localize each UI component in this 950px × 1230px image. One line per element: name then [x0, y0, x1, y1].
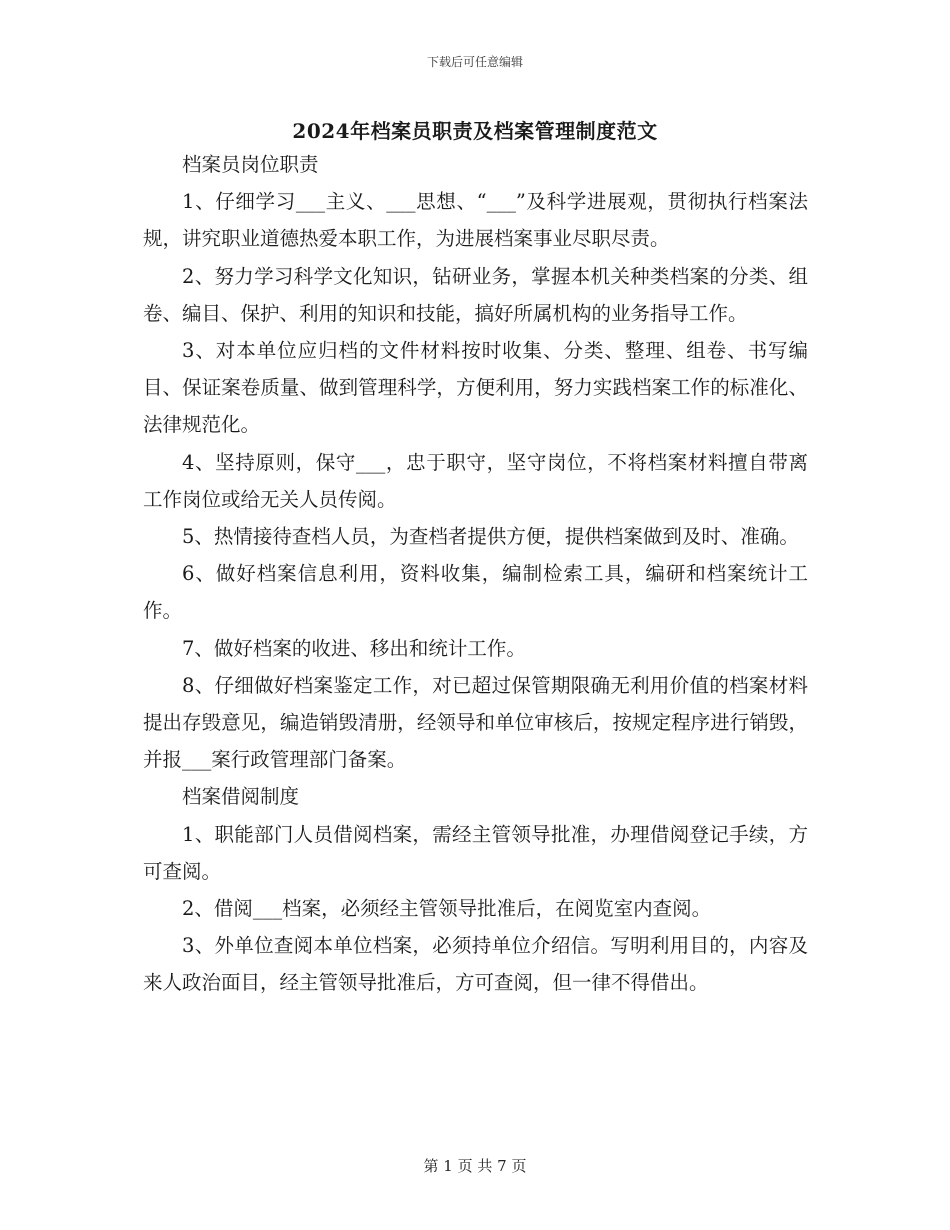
- page-header-note: 下载后可任意编辑: [426, 55, 523, 69]
- page-number: 第 1 页 共 7 页: [423, 1157, 527, 1175]
- paragraph-borrow-1: 1、职能部门人员借阅档案，需经主管领导批准，办理借阅登记手续，方可查阅。: [143, 822, 808, 883]
- section-heading-duties: 档案员岗位职责: [182, 153, 319, 176]
- paragraph-duty-6: 6、做好档案信息利用，资料收集，编制检索工具，编研和档案统计工作。: [143, 562, 808, 623]
- document-body: [143, 146, 808, 1002]
- paragraph-duty-3: 3、对本单位应归档的文件材料按时收集、分类、整理、组卷、书写编目、保证案卷质量、做到管理科学，方便利用，努力实践档案工作的标准化、法律规范化。: [143, 339, 808, 437]
- paragraph-duty-2: 2、努力学习科学文化知识，钻研业务，掌握本机关种类档案的分类、组卷、编目、保护、利用的知识和技能，搞好所属机构的业务指导工作。: [143, 264, 808, 325]
- section-heading-borrowing: 档案借阅制度: [182, 785, 300, 809]
- document-title: 2024年档案员职责及档案管理制度范文: [292, 119, 658, 143]
- paragraph-duty-4: 4、坚持原则，保守___，忠于职守，坚守岗位，不将档案材料擅自带离工作岗位或给无关人员传阅。: [143, 450, 808, 511]
- paragraph-duty-1: 1、仔细学习___主义、___思想、“___”及科学进展观，贯彻执行档案法规，讲究职业道德热爱本职工作，为进展档案事业尽职尽责。: [143, 190, 808, 251]
- paragraph-duty-7: 7、做好档案的收进、移出和统计工作。: [182, 636, 526, 660]
- paragraph-duty-8: 8、仔细做好档案鉴定工作，对已超过保管期限确无利用价值的档案材料提出存毁意见，编造销毁清册，经领导和单位审核后，按规定程序进行销毁，并报___案行政管理部门备案。: [143, 673, 808, 772]
- paragraph-duty-5: 5、热情接待查档人员，为查档者提供方便，提供档案做到及时、准确。: [182, 525, 799, 549]
- paragraph-borrow-3: 3、外单位查阅本单位档案，必须持单位介绍信。写明利用目的，内容及来人政治面目，经主管领导批准后，方可查阅，但一律不得借出。: [143, 934, 808, 995]
- paragraph-borrow-2: 2、借阅___档案，必须经主管领导批准后，在阅览室内查阅。: [182, 897, 712, 921]
